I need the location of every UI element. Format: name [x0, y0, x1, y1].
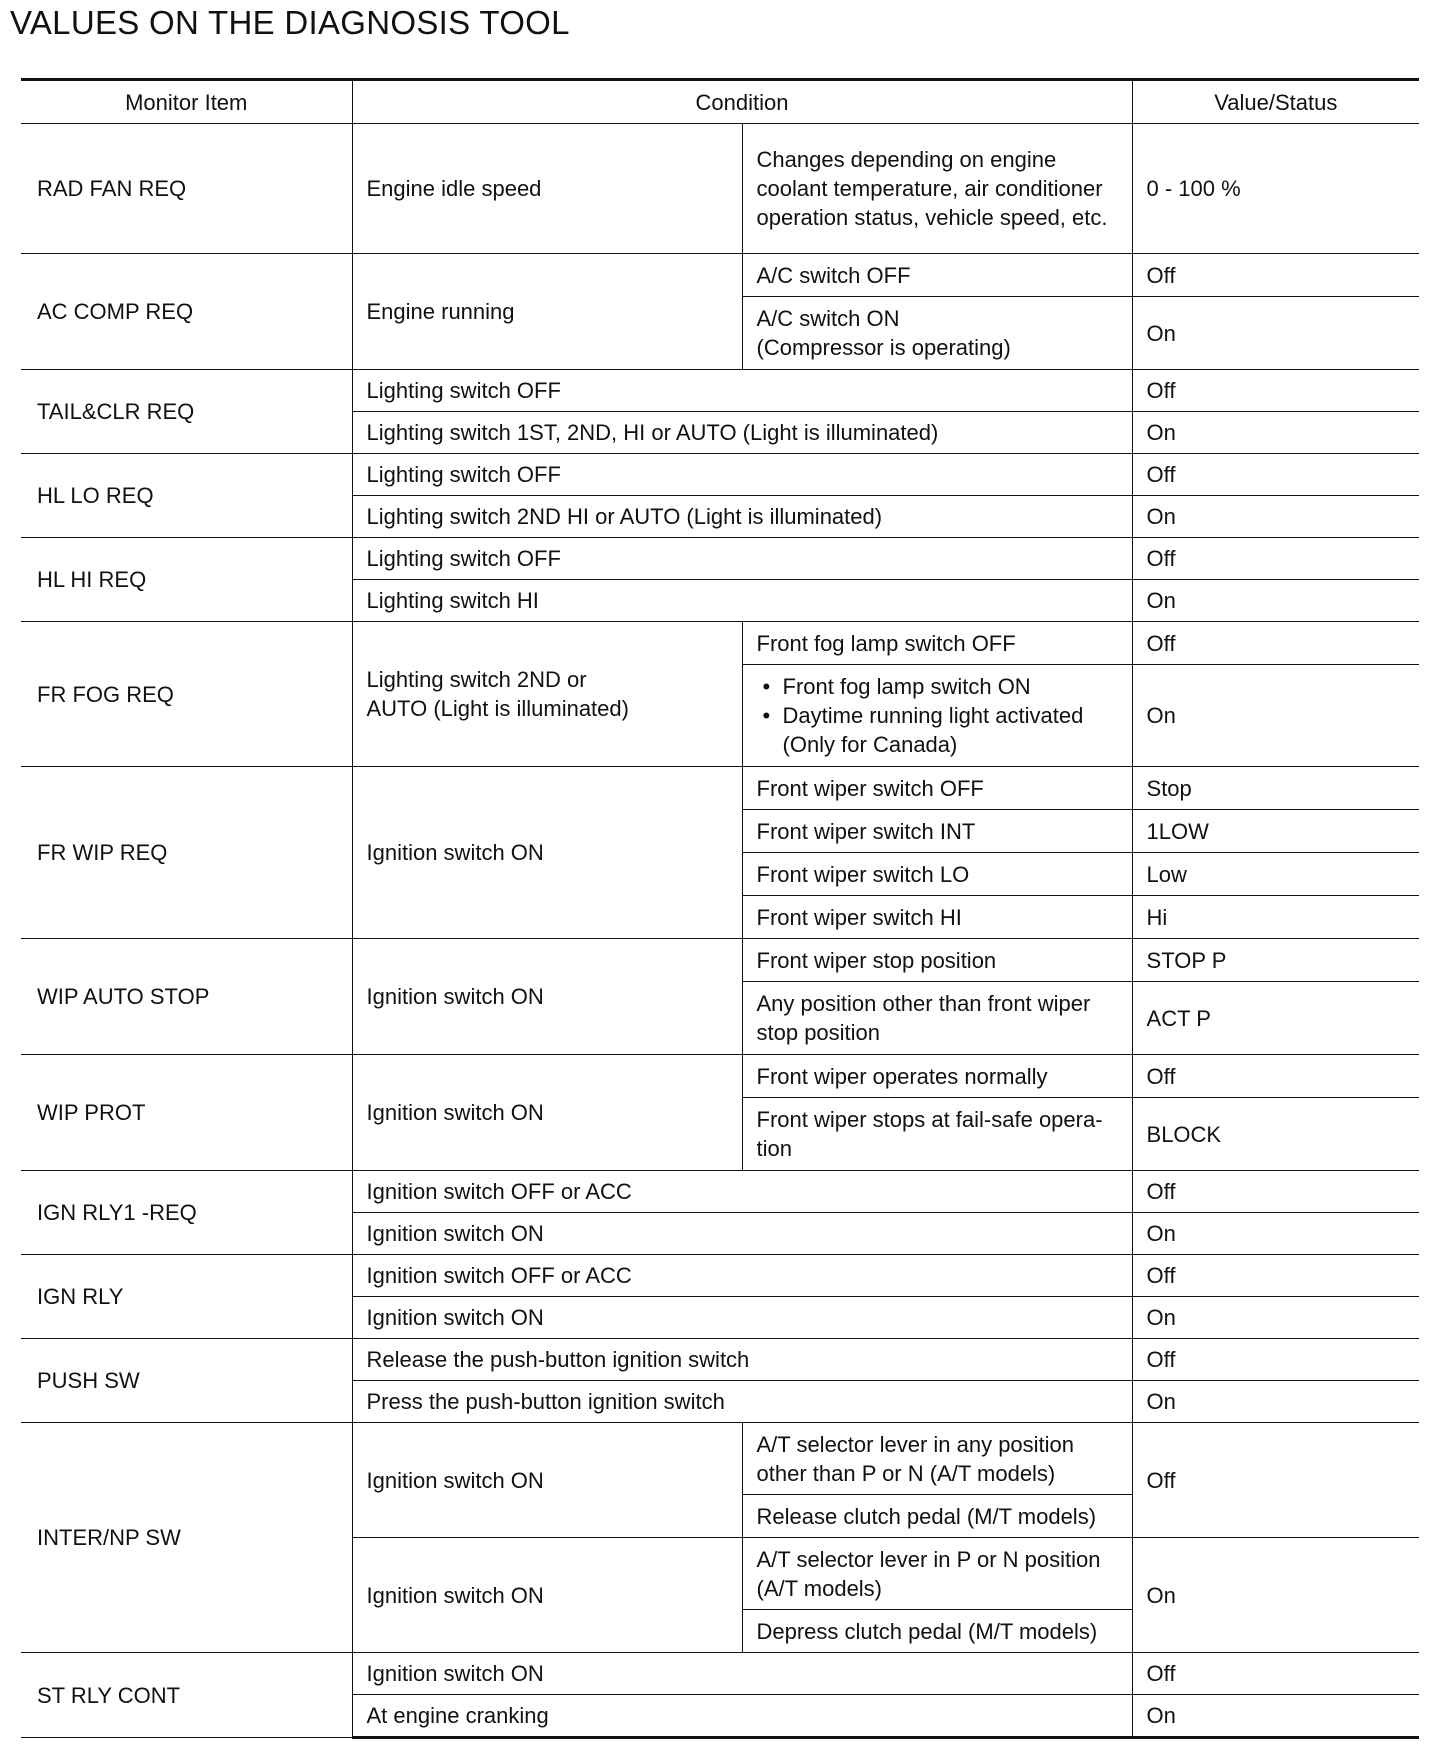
- table-row: [21, 767, 1419, 810]
- condition: Release the push-button ignition switch: [352, 1339, 1132, 1381]
- condition: Ignition switch ON: [352, 767, 742, 939]
- table-row: [21, 254, 1419, 297]
- value-status: On: [1132, 1213, 1419, 1255]
- sub-condition: Release clutch pedal (M/T models): [742, 1495, 1132, 1538]
- table-header-row: [21, 80, 1419, 124]
- sub-condition: Depress clutch pedal (M/T models): [742, 1610, 1132, 1653]
- table-row: [21, 1171, 1419, 1213]
- condition: Ignition switch OFF or ACC: [352, 1255, 1132, 1297]
- sub-condition: Front wiper stop position: [742, 939, 1132, 982]
- sub-condition-list: [742, 665, 1132, 767]
- monitor-item: HL HI REQ: [21, 538, 352, 622]
- sub-condition: Front wiper operates normally: [742, 1055, 1132, 1098]
- table-row: [21, 1339, 1419, 1381]
- condition: Lighting switch OFF: [352, 538, 1132, 580]
- condition: Ignition switch ON: [352, 939, 742, 1055]
- value-status: Off: [1132, 538, 1419, 580]
- condition: Ignition switch ON: [352, 1213, 1132, 1255]
- value-status: Hi: [1132, 896, 1419, 939]
- value-status: On: [1132, 1695, 1419, 1738]
- value-status: Off: [1132, 370, 1419, 412]
- sub-condition: A/C switch OFF: [742, 254, 1132, 297]
- table-row: [21, 1653, 1419, 1695]
- value-status: On: [1132, 665, 1419, 767]
- value-status: Off: [1132, 254, 1419, 297]
- value-status: Off: [1132, 1423, 1419, 1538]
- header-condition: Condition: [352, 80, 1132, 124]
- value-status: Stop: [1132, 767, 1419, 810]
- value-status: Off: [1132, 1171, 1419, 1213]
- condition: Lighting switch OFF: [352, 370, 1132, 412]
- value-status: Off: [1132, 1055, 1419, 1098]
- condition: Ignition switch ON: [352, 1538, 742, 1653]
- condition: Ignition switch ON: [352, 1653, 1132, 1695]
- monitor-item: TAIL&CLR REQ: [21, 370, 352, 454]
- table-row: [21, 1055, 1419, 1098]
- condition: At engine cranking: [352, 1695, 1132, 1738]
- value-status: Low: [1132, 853, 1419, 896]
- value-status: Off: [1132, 622, 1419, 665]
- monitor-item: IGN RLY: [21, 1255, 352, 1339]
- value-status: BLOCK: [1132, 1098, 1419, 1171]
- header-monitor-item: Monitor Item: [21, 80, 352, 124]
- value-status: Off: [1132, 454, 1419, 496]
- condition: Lighting switch OFF: [352, 454, 1132, 496]
- condition: Lighting switch HI: [352, 580, 1132, 622]
- value-status: On: [1132, 1297, 1419, 1339]
- value-status: On: [1132, 1381, 1419, 1423]
- value-status: Off: [1132, 1653, 1419, 1695]
- value-status: 1LOW: [1132, 810, 1419, 853]
- condition: Lighting switch 2ND or AUTO (Light is illuminated): [352, 622, 742, 767]
- bullet-item: • Daytime running light activated (Only for Canada): [783, 701, 1118, 759]
- value-status: Off: [1132, 1339, 1419, 1381]
- condition: Ignition switch ON: [352, 1423, 742, 1538]
- value-status: On: [1132, 412, 1419, 454]
- monitor-item: FR FOG REQ: [21, 622, 352, 767]
- monitor-item: AC COMP REQ: [21, 254, 352, 370]
- table-row: [21, 939, 1419, 982]
- monitor-item: HL LO REQ: [21, 454, 352, 538]
- value-status: ACT P: [1132, 982, 1419, 1055]
- monitor-item: FR WIP REQ: [21, 767, 352, 939]
- condition: Ignition switch OFF or ACC: [352, 1171, 1132, 1213]
- monitor-item: IGN RLY1 -REQ: [21, 1171, 352, 1255]
- table-row: [21, 124, 1419, 254]
- monitor-item: INTER/NP SW: [21, 1423, 352, 1653]
- table-row: [21, 454, 1419, 496]
- condition: Lighting switch 2ND HI or AUTO (Light is illuminated): [352, 496, 1132, 538]
- condition: Ignition switch ON: [352, 1055, 742, 1171]
- sub-condition: A/T selector lever in P or N position (A/T models): [742, 1538, 1132, 1610]
- condition: Press the push-button ignition switch: [352, 1381, 1132, 1423]
- sub-condition: A/C switch ON (Compressor is operating): [742, 297, 1132, 370]
- condition: Engine running: [352, 254, 742, 370]
- table-row: [21, 370, 1419, 412]
- sub-condition: Changes depending on engine coolant temperature, air conditioner operation status, vehicle speed, etc.: [742, 124, 1132, 254]
- sub-condition: Front wiper switch HI: [742, 896, 1132, 939]
- sub-condition: Front wiper switch OFF: [742, 767, 1132, 810]
- monitor-item: PUSH SW: [21, 1339, 352, 1423]
- diagnosis-table: [21, 78, 1419, 1739]
- condition: Engine idle speed: [352, 124, 742, 254]
- value-status: Off: [1132, 1255, 1419, 1297]
- bullet-item: • Front fog lamp switch ON: [783, 672, 1118, 701]
- value-status: 0 - 100 %: [1132, 124, 1419, 254]
- header-value-status: Value/Status: [1132, 80, 1419, 124]
- table-row: [21, 622, 1419, 665]
- monitor-item: WIP AUTO STOP: [21, 939, 352, 1055]
- value-status: On: [1132, 580, 1419, 622]
- monitor-item: WIP PROT: [21, 1055, 352, 1171]
- value-status: On: [1132, 297, 1419, 370]
- condition: Lighting switch 1ST, 2ND, HI or AUTO (Light is illuminated): [352, 412, 1132, 454]
- page-title: VALUES ON THE DIAGNOSIS TOOL: [10, 4, 570, 41]
- value-status: On: [1132, 1538, 1419, 1653]
- table-row: [21, 1423, 1419, 1495]
- sub-condition: Any position other than front wiper stop position: [742, 982, 1132, 1055]
- value-status: STOP P: [1132, 939, 1419, 982]
- sub-condition: Front fog lamp switch OFF: [742, 622, 1132, 665]
- value-status: On: [1132, 496, 1419, 538]
- sub-condition: A/T selector lever in any position other than P or N (A/T models): [742, 1423, 1132, 1495]
- table-row: [21, 538, 1419, 580]
- monitor-item: ST RLY CONT: [21, 1653, 352, 1738]
- sub-condition: Front wiper stops at fail-safe opera- tion: [742, 1098, 1132, 1171]
- sub-condition: Front wiper switch INT: [742, 810, 1132, 853]
- monitor-item: RAD FAN REQ: [21, 124, 352, 254]
- table-row: [21, 1255, 1419, 1297]
- sub-condition: Front wiper switch LO: [742, 853, 1132, 896]
- condition: Ignition switch ON: [352, 1297, 1132, 1339]
